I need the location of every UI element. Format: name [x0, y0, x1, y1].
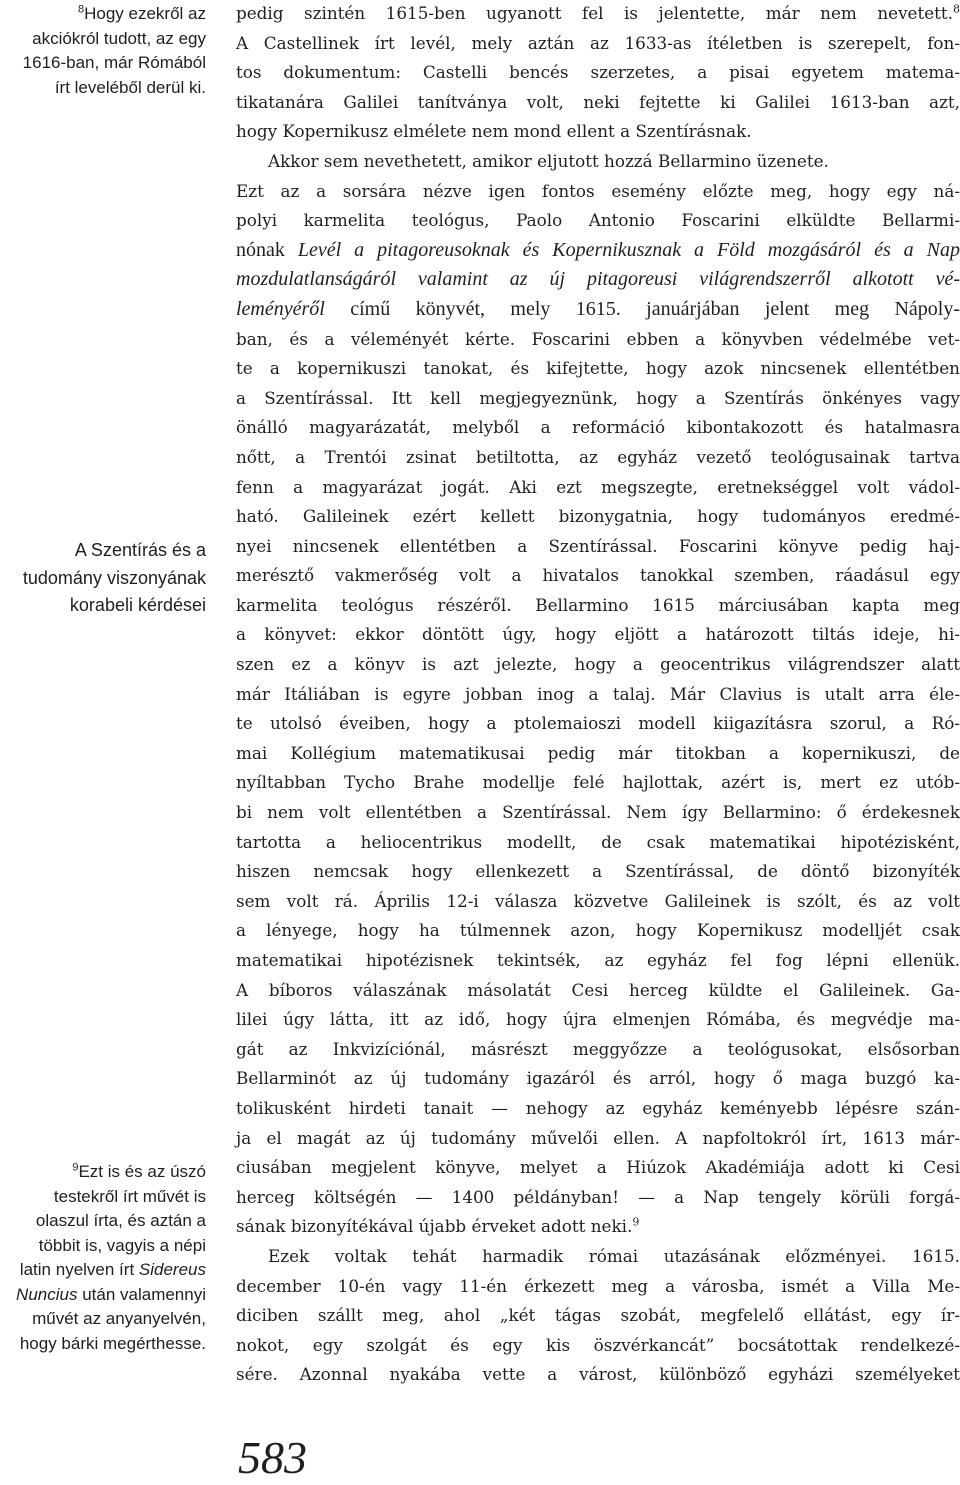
- sidenote-line: testekről írt művét is: [53, 1186, 206, 1206]
- text-line: [236, 265, 960, 295]
- text-line: nőtt, a Trentói zsinat betiltotta, az egyház vezető teológusainak tartva: [236, 446, 960, 467]
- text-line: merésztő vakmerőség volt a hivatalos tanokkal szemben, ráadásul egy: [236, 565, 960, 586]
- text-line: Ezt az a sorsára nézve igen fontos esemény előzte meg, hogy egy ná-: [236, 180, 960, 201]
- text-line: fenn a magyarázat jogát. Aki ezt megszegte, eretnekséggel volt vádol-: [236, 476, 960, 497]
- text-line: herceg költségén — 1400 példányban! — a Nap tengely körüli forgá-: [236, 1186, 960, 1207]
- main-text-column: [236, 0, 960, 1390]
- text-line: bi nem volt ellentétben a Szentírással. Nem így Bellarmino: ő érdekesnek: [236, 802, 960, 823]
- text-fragment: nónak: [236, 238, 298, 261]
- section-sidenote-heading: [0, 537, 206, 620]
- text-line: [236, 0, 960, 29]
- text-line: nyei nincsenek ellentétben a Szentírással. Foscarini könyve pedig haj-: [236, 535, 960, 556]
- text-fragment: című könyvét, mely 1615. januárjában jelent meg Nápoly-: [324, 297, 960, 320]
- heading-line: korabeli kérdései: [69, 595, 206, 615]
- sidenote-line: akciókról tudott, az egy: [32, 28, 206, 48]
- book-title: Levél a pitagoreusoknak és Kopernikusznak a Föld mozgásáról és a Nap: [297, 238, 960, 261]
- text-line: lilei úgy látta, itt az idő, hogy újra elmenjen Rómába, és megvédje ma-: [236, 1009, 960, 1030]
- text-line: szen ez a könyv is azt jelezte, hogy a geocentrikus világrendszer alatt: [236, 654, 960, 675]
- footnote-ref: 9: [632, 1215, 640, 1229]
- sidenote-footnote-9: [0, 1160, 206, 1356]
- footnote-ref: 8: [953, 2, 960, 16]
- heading-line: A Szentírás és a: [74, 540, 206, 560]
- sidenote-text: Hogy ezekről az: [84, 4, 206, 23]
- text-line: A bíboros válaszának másolatát Cesi herceg küldte el Galileinek. Ga-: [236, 979, 960, 1000]
- text-line: tartotta a heliocentrikus modellt, de csak matematikai hipotézisként,: [236, 831, 960, 852]
- sidenote-footnote-8: [0, 2, 206, 100]
- text-line: sére. Azonnal nyakába vette a várost, különböző egyházi személyeket: [236, 1364, 960, 1385]
- sidenote-line: [0, 2, 206, 27]
- text-line: Bellarminót az új tudomány igazáról és arról, hogy ő maga buzgó ka-: [236, 1068, 960, 1089]
- text-line: ja el magát az új tudomány művelői ellen. A napfoltokról írt, 1613 már-: [236, 1127, 960, 1148]
- sidenote-text: után valamennyi: [77, 1284, 206, 1304]
- heading-line: tudomány viszonyának: [22, 567, 206, 588]
- footnote-number: 8: [77, 3, 85, 16]
- sidenote-line: olaszul írta, és aztán a: [35, 1211, 206, 1230]
- sidenote-line: [0, 1258, 206, 1283]
- text-line: a lényege, hogy ha túlmennek azon, hogy Kopernikusz modelljét csak: [236, 920, 960, 941]
- sidenote-line: 1616-ban, már Rómából: [22, 53, 206, 72]
- sidenote-text: Ezt is és az úszó: [78, 1162, 206, 1181]
- sidenote-line: hogy bárki megérthesse.: [19, 1333, 206, 1353]
- text-line: [236, 236, 960, 266]
- text-line: Ezek voltak tehát harmadik római utazásának előzményei. 1615.: [268, 1245, 960, 1266]
- italic-title: Nuncius: [16, 1284, 78, 1304]
- text-line: már Itáliában is egyre jobban inog a talaj. Már Clavius is utalt arra éle-: [236, 683, 960, 704]
- book-title: mozdulatlanságáról valamint az új pitagoreusi világrendszerről alkotott vé-: [236, 268, 960, 291]
- text-line: [236, 295, 960, 325]
- text-fragment: sának bizonyítékával újabb érveket adott neki.: [236, 1216, 633, 1237]
- text-line: mai Kollégium matematikusai pedig már titokban a kopernikuszi, de: [236, 742, 960, 763]
- book-title: leményéről: [236, 297, 325, 320]
- text-line: diciben szállt meg, ahol „két tágas szobát, megfelelő ellátást, egy ír-: [236, 1305, 960, 1326]
- text-line: a Szentírással. Itt kell megjegyeznünk, hogy a Szentírás önkényes vagy: [236, 387, 960, 408]
- text-line: hogy Kopernikusz elmélete nem mond ellent a Szentírásnak.: [236, 121, 752, 142]
- text-line: nokot, egy szolgát és egy kis öszvérkancát” bocsátottak rendelkezé-: [236, 1334, 960, 1355]
- text-line: gát az Inkvizíciónál, másrészt meggyőzze a teológusokat, elsősorban: [236, 1038, 960, 1059]
- text-line: polyi karmelita teológus, Paolo Antonio Foscarini elküldte Bellarmi-: [236, 210, 960, 231]
- sidenote-line: [0, 1283, 206, 1308]
- text-line: nyíltabban Tycho Brahe modellje felé hajlottak, azért is, mert ez utób-: [236, 772, 960, 793]
- text-line: te a kopernikuszi tanokat, és kifejtette, hogy azok nincsenek ellentétben: [236, 358, 960, 379]
- text-line: a könyvet: ekkor döntött úgy, hogy eljött a határozott tiltás ideje, hi-: [236, 624, 960, 645]
- text-line: hiszen nemcsak hogy ellenkezett a Szentírással, de döntő bizonyíték: [236, 861, 960, 882]
- sidenote-line: [0, 1160, 206, 1185]
- text-line: tolikusként hirdeti tanait — nehogy az egyház keményebb lépésre szán-: [236, 1097, 960, 1118]
- text-line: ható. Galileinek ezért kellett bizonygatnia, hogy tudományos eredmé-: [236, 506, 960, 527]
- italic-title: Sidereus: [138, 1260, 206, 1279]
- sidenote-line: többit is, vagyis a népi: [38, 1235, 206, 1255]
- text-line: tikatanára Galilei tanítványa volt, neki fejtette ki Galilei 1613-ban azt,: [236, 91, 960, 112]
- text-line: december 10-én vagy 11-én érkezett meg a városba, ismét a Villa Me-: [236, 1275, 960, 1296]
- text-line: tos dokumentum: Castelli bencés szerzetes, a pisai egyetem matema-: [236, 62, 960, 83]
- text-line: ciusában megjelent könyve, melyet a Hiúzok Akadémiája adott ki Cesi: [236, 1157, 960, 1178]
- text-line: sem volt rá. Április 12-i válasza közvetve Galileinek is szólt, és az volt: [236, 890, 960, 911]
- sidenote-line: művét az anyanyelvén,: [32, 1309, 206, 1328]
- text-line: matematikai hipotézisnek tekintsék, az egyház fel fog lépni ellenük.: [236, 950, 960, 970]
- text-line: te utolsó éveiben, hogy a ptolemaioszi modell kiigazításra szorul, a Ró-: [236, 713, 960, 734]
- text-line: Akkor sem nevethetett, amikor eljutott hozzá Bellarmino üzenete.: [268, 150, 829, 171]
- sidenote-text: latin nyelven írt: [19, 1260, 139, 1279]
- text-fragment: pedig szintén 1615-ben ugyanott fel is jelentette, már nem nevetett.: [236, 3, 953, 23]
- page-number: 583: [238, 1432, 307, 1483]
- text-line: önálló magyarázatát, melyből a reformáció kibontakozott és hatalmasra: [236, 417, 960, 438]
- text-line: [236, 1212, 960, 1242]
- text-line: A Castellinek írt levél, mely aztán az 1633-as ítéletben is szerepelt, fon-: [236, 32, 960, 53]
- footnote-number: 9: [72, 1161, 79, 1174]
- sidenote-line: írt leveléből derül ki.: [54, 77, 206, 97]
- text-line: ban, és a véleményét kérte. Foscarini ebben a könyvben védelmébe vet-: [236, 328, 960, 349]
- text-line: karmelita teológus részéről. Bellarmino 1615 márciusában kapta meg: [236, 594, 960, 615]
